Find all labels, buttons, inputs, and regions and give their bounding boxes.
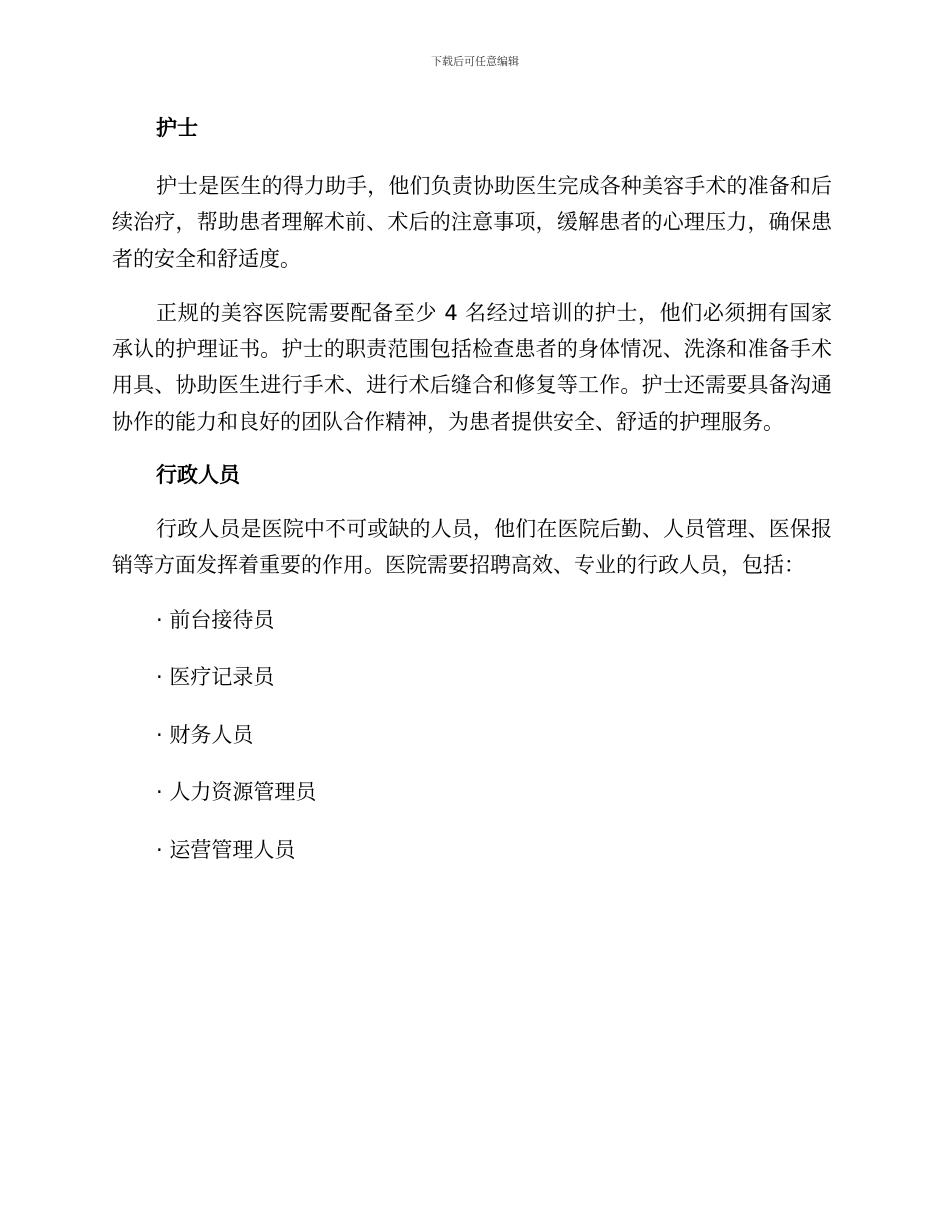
paragraph-nurse-intro: 护士是医生的得力助手，他们负责协助医生完成各种美容手术的准备和后续治疗，帮助患者理解术前、术后的注意事项，缓解患者的心理压力，确保患者的安全和舒适度。 xyxy=(112,174,832,271)
list-item: · 运营管理人员 xyxy=(156,837,296,862)
admin-role-list xyxy=(112,602,832,868)
list-item: · 财务人员 xyxy=(156,722,254,747)
section-heading-admin: 行政人员 xyxy=(156,463,240,488)
paragraph-nurse-requirements: 正规的美容医院需要配备至少 4 名经过培训的护士，他们必须拥有国家承认的护理证书。护士的职责范围包括检查患者的身体情况、洗涤和准备手术用具、协助医生进行手术、进行术后缝合和修复等工作。护士还需要具备沟通协作的能力和良好的团队合作精神，为患者提供安全、舒适的护理服务。 xyxy=(112,300,832,434)
page-header-note: 下载后可任意编辑 xyxy=(431,55,519,68)
document-body xyxy=(112,108,832,889)
list-item: · 人力资源管理员 xyxy=(156,780,317,805)
paragraph-admin-intro: 行政人员是医院中不可或缺的人员，他们在医院后勤、人员管理、医保报销等方面发挥着重要的作用。医院需要招聘高效、专业的行政人员，包括： xyxy=(112,517,832,578)
list-item: · 医疗记录员 xyxy=(156,665,275,690)
list-item: · 前台接待员 xyxy=(156,607,275,632)
section-heading-nurse: 护士 xyxy=(156,116,198,140)
